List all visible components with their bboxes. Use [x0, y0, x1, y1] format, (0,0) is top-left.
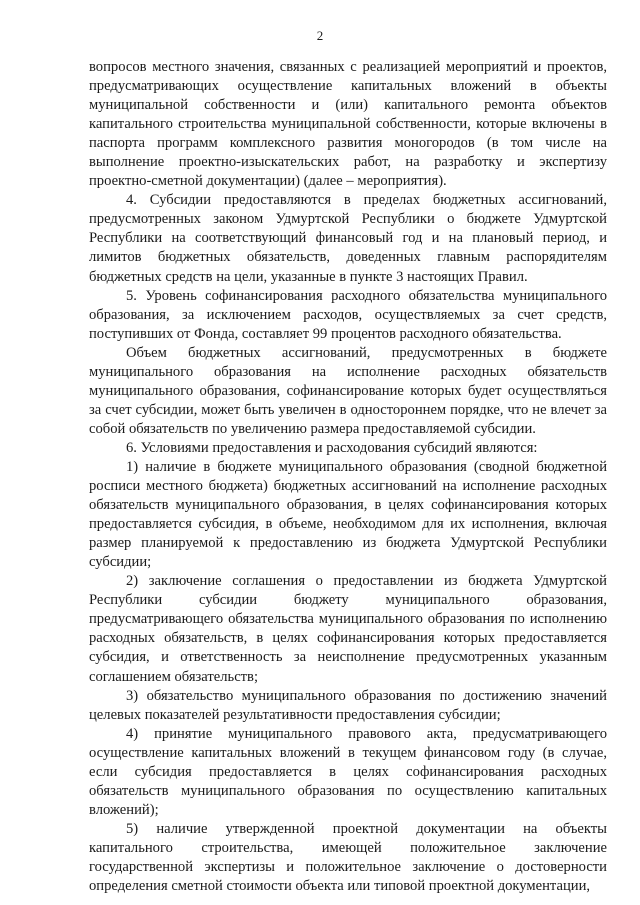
paragraph-condition-4: 4) принятие муниципального правового акта, предусматривающего осуществление капитальных вложений в текущем финансовом году (в случае, если субсидия предоставляется в целях софинансирования расходных обязательств муниципального образования по осуществлению капитальных вложений);: [89, 725, 607, 818]
paragraph-budget-volume: Объем бюджетных ассигнований, предусмотренных в бюджете муниципального образования на исполнение расходных обязательств муниципального образования, софинансирование которых будет осуществляться за счет субсидии, может быть увеличен в одностороннем порядке, что не влечет за собой обязательств по увеличению размера предоставляемой субсидии.: [89, 344, 607, 437]
document-body: [89, 58, 607, 896]
paragraph-condition-2: 2) заключение соглашения о предоставлении из бюджета Удмуртской Республики субсидии бюджету муниципального образования, предусматривающего обязательства муниципального образования по исполнению расходных обязательств, в целях софинансирования которых предоставляется субсидия, и ответственность за неисполнение предусмотренных указанным соглашением обязательств;: [89, 573, 607, 685]
page-number: 2: [316, 28, 324, 43]
paragraph-item-5: 5. Уровень софинансирования расходного обязательства муниципального образования, за исключением расходов, осуществляемых за счет средств, поступивших от Фонда, составляет 99 процентов расходного обязательства.: [89, 287, 607, 342]
paragraph-item-4: 4. Субсидии предоставляются в пределах бюджетных ассигнований, предусмотренных законом Удмуртской Республики о бюджете Удмуртской Республики на соответствующий финансовый год и на плановый период, и лимитов бюджетных обязательств, доведенных главным распорядителям бюджетных средств на цели, указанные в пункте 3 настоящих Правил.: [89, 192, 607, 285]
paragraph-condition-5: 5) наличие утвержденной проектной документации на объекты капитального строительства, имеющей положительное заключение государственной экспертизы и положительное заключение о достоверности определения сметной стоимости объекта или типовой проектной документации,: [89, 820, 607, 895]
paragraph-continuation: вопросов местного значения, связанных с реализацией мероприятий и проектов, предусматривающих осуществление капитальных вложений в объекты муниципальной собственности и (или) капитального ремонта объектов капитального строительства муниципальной собственности, которые включены в паспорта программ комплексного развития моногородов (в том числе на выполнение проектно-изыскательских работ, на разработку и экспертизу проектно-сметной документации) (далее – мероприятия).: [89, 59, 607, 190]
paragraph-item-6: 6. Условиями предоставления и расходования субсидий являются:: [126, 439, 538, 456]
paragraph-condition-1: 1) наличие в бюджете муниципального образования (сводной бюджетной росписи местного бюджета) бюджетных ассигнований на исполнение расходных обязательств муниципального образования, в целях софинансирования которых предоставляется субсидия, в объеме, необходимом для их исполнения, включая размер планируемой к предоставлению из бюджета Удмуртской Республики субсидии;: [89, 458, 607, 571]
paragraph-condition-3: 3) обязательство муниципального образования по достижению значений целевых показателей результативности предоставления субсидии;: [89, 687, 607, 723]
